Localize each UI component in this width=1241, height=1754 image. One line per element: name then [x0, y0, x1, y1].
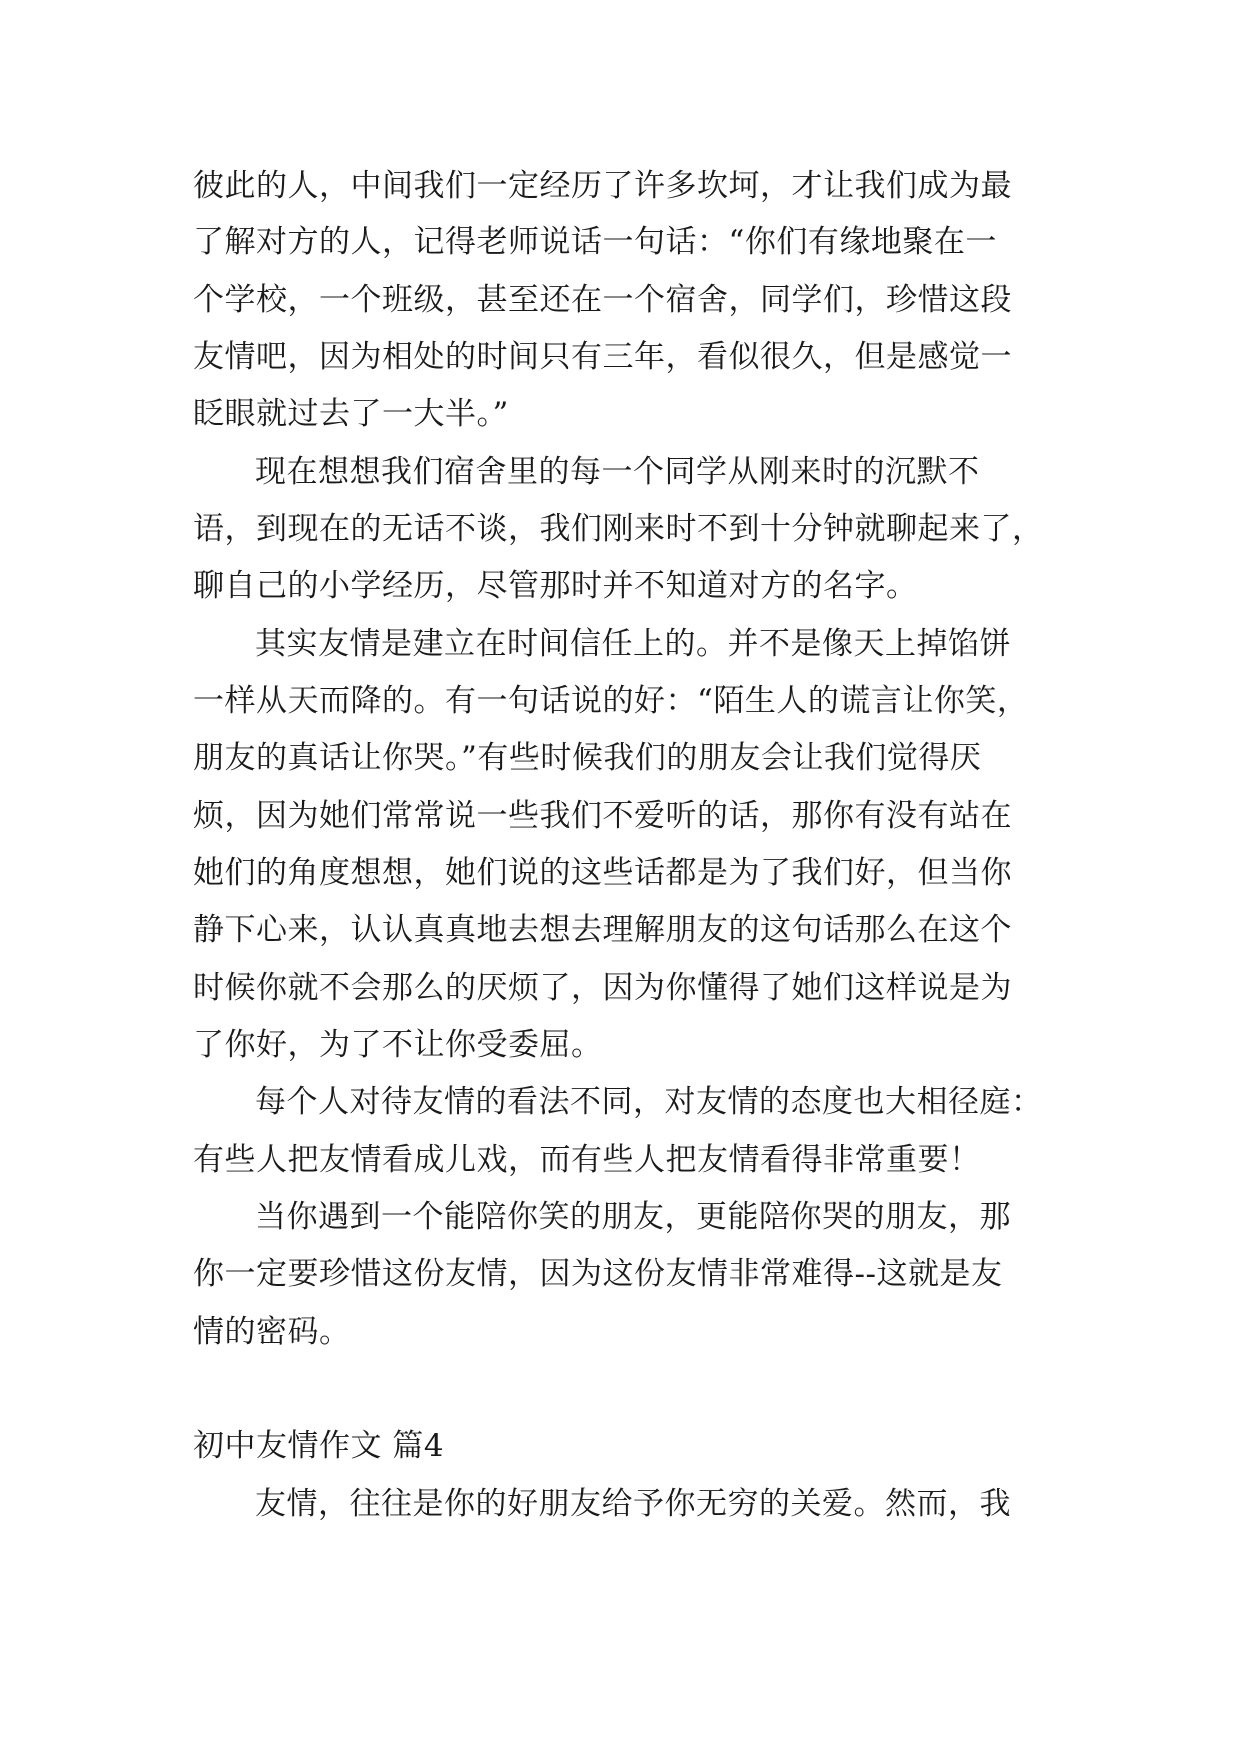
paragraph-first-line: 友情，往往是你的好朋友给予你无穷的关爱。然而，我: [255, 1486, 1011, 1522]
text-line: 彼此的人，中间我们一定经历了许多坎坷，才让我们成为最: [193, 168, 1012, 204]
text-line: 有些人把友情看成儿戏，而有些人把友情看得非常重要！: [193, 1142, 981, 1178]
text-line: 了解对方的人，记得老师说话一句话：“你们有缘地聚在一: [193, 224, 997, 260]
paragraph-first-line: 其实友情是建立在时间信任上的。并不是像天上掉馅饼: [255, 626, 1011, 662]
text-line: 静下心来，认认真真地去想去理解朋友的这句话那么在这个: [193, 912, 1012, 948]
text-line: 烦，因为她们常常说一些我们不爱听的话，那你有没有站在: [193, 798, 1012, 834]
text-line: 语，到现在的无话不谈，我们刚来时不到十分钟就聊起来了，: [193, 511, 1044, 547]
paragraph-first-line: 现在想想我们宿舍里的每一个同学从刚来时的沉默不: [255, 454, 980, 490]
section-heading: 初中友情作文 篇4: [193, 1428, 445, 1464]
text-line: 你一定要珍惜这份友情，因为这份友情非常难得--这就是友: [193, 1256, 1003, 1292]
text-line: 朋友的真话让你哭。”有些时候我们的朋友会让我们觉得厌: [193, 740, 982, 776]
text-line: 聊自己的小学经历，尽管那时并不知道对方的名字。: [193, 568, 918, 604]
text-line: 了你好，为了不让你受委屈。: [193, 1027, 603, 1063]
text-line: 情的密码。: [193, 1314, 351, 1350]
paragraph-first-line: 每个人对待友情的看法不同，对友情的态度也大相径庭：: [255, 1084, 1043, 1120]
text-line: 一样从天而降的。有一句话说的好：“陌生人的谎言让你笑，: [193, 683, 1029, 719]
text-line: 友情吧，因为相处的时间只有三年，看似很久，但是感觉一: [193, 339, 1012, 375]
text-line: 时候你就不会那么的厌烦了，因为你懂得了她们这样说是为: [193, 970, 1012, 1006]
text-line: 个学校，一个班级，甚至还在一个宿舍，同学们，珍惜这段: [193, 282, 1012, 318]
paragraph-first-line: 当你遇到一个能陪你笑的朋友，更能陪你哭的朋友，那: [255, 1199, 1011, 1235]
text-line: 眨眼就过去了一大半。”: [193, 396, 509, 432]
text-line: 她们的角度想想，她们说的这些话都是为了我们好，但当你: [193, 855, 1012, 891]
